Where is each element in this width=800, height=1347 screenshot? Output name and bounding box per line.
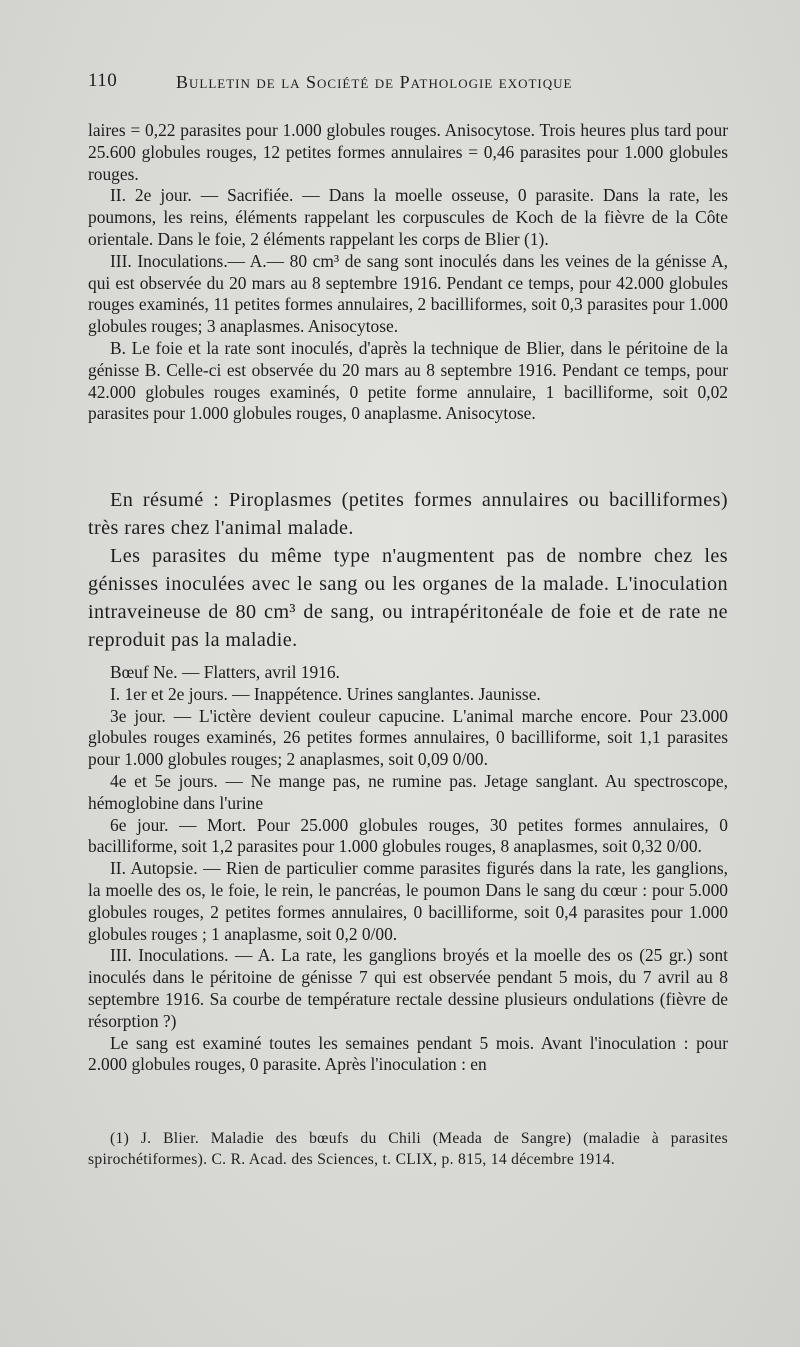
paragraph: En résumé : Piroplasmes (petites formes annulaires ou bacilliformes) très rares chez l'animal malade. bbox=[88, 489, 728, 539]
paragraph: 4e et 5e jours. — Ne mange pas, ne rumine pas. Jetage sanglant. Au spectroscope, hémoglobine dans l'urine bbox=[88, 770, 728, 813]
summary-section bbox=[88, 486, 728, 654]
paragraph: B. Le foie et la rate sont inoculés, d'après la technique de Blier, dans le péritoine de la génisse B. Celle-ci est observée du 20 mars au 8 septembre 1916. Pendant ce temps, pour 42.000 globules rouges examinés, 0 petite forme annulaire, 1 bacilliforme, soit 0,02 parasites pour 1.000 globules rouges, 0 anaplasme. Anisocytose. bbox=[88, 337, 728, 424]
paragraph: 3e jour. — L'ictère devient couleur capucine. L'animal marche encore. Pour 23.000 globules rouges examinés, 26 petites formes annulaires, 0 bacilliforme, soit 1,1 parasites pour 1.000 globules rouges; 2 anaplasmes, soit 0,09 0/00. bbox=[88, 705, 728, 770]
journal-title: Bulletin de la Société de Pathologie exotique bbox=[176, 72, 573, 92]
case-continuation bbox=[88, 120, 728, 425]
footnote-text: (1) J. Blier. Maladie des bœufs du Chili (Meada de Sangre) (maladie à parasites spirochétiformes). C. R. Acad. des Sciences, t. CLIX, p. 815, 14 décembre 1914. bbox=[88, 1130, 728, 1168]
paragraph: 6e jour. — Mort. Pour 25.000 globules rouges, 30 petites formes annulaires, 0 bacilliforme, soit 1,2 parasites pour 1.000 globules rouges, 8 anaplasmes, soit 0,32 0/00. bbox=[88, 814, 728, 857]
case-heading: Bœuf Ne. — Flatters, avril 1916. bbox=[110, 662, 340, 682]
page-number: 110 bbox=[88, 70, 118, 91]
footnote bbox=[88, 1128, 728, 1170]
paragraph: II. Autopsie. — Rien de particulier comme parasites figurés dans la rate, les ganglions, la moelle des os, le foie, le rein, le pancréas, le poumon Dans le sang du cœur : pour 5.000 globules rouges, 2 petites formes annulaires, 0 bacilliforme, soit 0,4 parasites pour 1.000 globules rouges ; 1 anaplasme, soit 0,2 0/00. bbox=[88, 858, 728, 944]
case-boeuf-ne bbox=[88, 662, 728, 1076]
paragraph: III. Inoculations.— A.— 80 cm³ de sang sont inoculés dans les veines de la génisse A, qui est observée du 20 mars au 8 septembre 1916. Pendant ce temps, pour 42.000 globules rouges examinés, 11 petites formes annulaires, 2 bacilliformes, soit 0,3 parasites pour 1.000 globules rouges; 3 anaplasmes. Anisocytose. bbox=[88, 250, 728, 337]
paragraph: laires = 0,22 parasites pour 1.000 globules rouges. Anisocytose. Trois heures plus tard pour 25.600 globules rouges, 12 petites formes annulaires = 0,46 parasites pour 1.000 globules rouges. bbox=[88, 120, 728, 184]
running-header bbox=[88, 70, 728, 100]
paragraph: II. 2e jour. — Sacrifiée. — Dans la moelle osseuse, 0 parasite. Dans la rate, les poumons, les reins, éléments rappelant les corpuscules de Koch de la fièvre de la Côte orientale. Dans le foie, 2 éléments rappelant les corps de Blier (1). bbox=[88, 185, 728, 249]
paragraph: I. 1er et 2e jours. — Inappétence. Urines sanglantes. Jaunisse. bbox=[110, 683, 541, 704]
paragraph: Les parasites du même type n'augmentent pas de nombre chez les génisses inoculées avec le sang ou les organes de la malade. L'inoculation intraveineuse de 80 cm³ de sang, ou intrapéritonéale de foie et de rate ne reproduit pas la maladie. bbox=[88, 545, 728, 651]
paragraph: III. Inoculations. — A. La rate, les ganglions broyés et la moelle des os (25 gr.) sont inoculés dans le péritoine de génisse 7 qui est observée pendant 5 mois, du 7 avril au 8 septembre 1916. Sa courbe de température rectale dessine plusieurs ondulations (fièvre de résorption ?) bbox=[88, 945, 728, 1031]
paragraph: Le sang est examiné toutes les semaines pendant 5 mois. Avant l'inoculation : pour 2.000 globules rouges, 0 parasite. Après l'inoculation : en bbox=[88, 1032, 728, 1075]
